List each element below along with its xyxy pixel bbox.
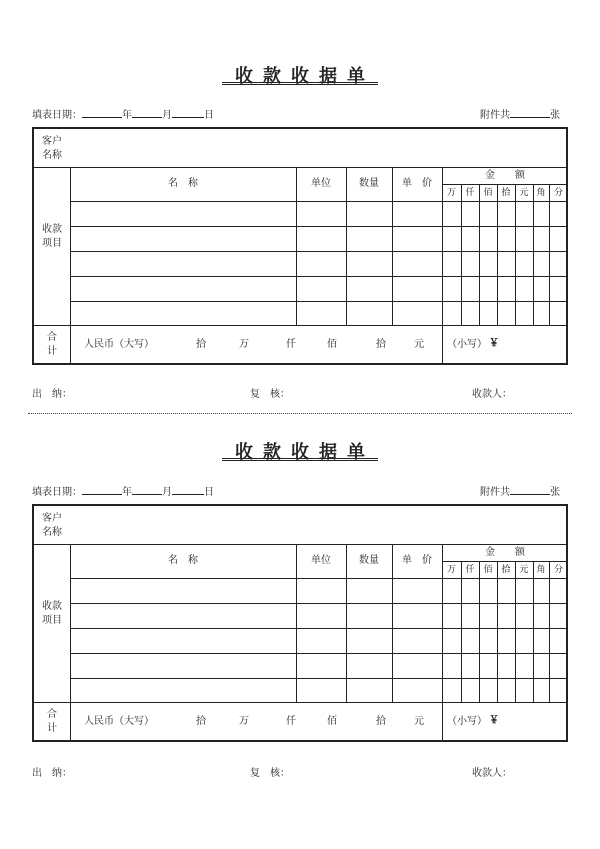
digit-fen: 分 — [553, 565, 563, 575]
digit-jiao: 角 — [536, 188, 546, 198]
attachment-count-field[interactable]: 附件共 张 — [480, 483, 560, 498]
upper-unit-yuan: 元 — [414, 716, 424, 727]
digit-bai: 佰 — [483, 188, 493, 198]
digit-qian: 仟 — [465, 188, 475, 198]
customer-name-label: 客户 名称 — [42, 513, 62, 538]
receipt-title: 收款收据单 — [235, 442, 375, 463]
date-field[interactable]: 填表日期： 年 月 日 — [32, 483, 214, 498]
upper-unit-qian: 仟 — [286, 339, 296, 350]
upper-unit-yuan: 元 — [414, 339, 424, 350]
col-header-amount: 金 额 — [485, 170, 525, 181]
upper-unit-shi: 拾 — [376, 716, 386, 727]
digit-shi: 拾 — [501, 565, 511, 575]
rmb-upper-label: 人民币（大写） — [84, 716, 154, 727]
digit-wan: 万 — [446, 188, 456, 198]
upper-unit-shiwan: 拾 — [196, 339, 206, 350]
upper-unit-qian: 仟 — [286, 716, 296, 727]
digit-wan: 万 — [446, 565, 456, 575]
digit-yuan: 元 — [519, 188, 529, 198]
col-header-quantity: 数量 — [359, 178, 379, 189]
reviewer-field[interactable]: 复 核： — [250, 768, 290, 779]
col-header-unit: 单位 — [311, 178, 331, 189]
col-header-quantity: 数量 — [359, 555, 379, 566]
customer-name-label: 客户 名称 — [42, 136, 62, 161]
yen-symbol: ￥ — [489, 338, 499, 349]
rmb-lower-label: （小写） — [447, 339, 487, 350]
cut-line — [28, 413, 572, 414]
digit-jiao: 角 — [536, 565, 546, 575]
cashier-field[interactable]: 出 纳： — [32, 389, 72, 400]
digit-fen: 分 — [553, 188, 563, 198]
total-label: 合 计 — [47, 709, 57, 734]
col-header-amount: 金 额 — [485, 547, 525, 558]
yen-symbol: ￥ — [489, 715, 499, 726]
col-header-price: 单 价 — [402, 178, 432, 189]
reviewer-field[interactable]: 复 核： — [250, 389, 290, 400]
customer-name-field[interactable] — [72, 131, 564, 165]
digit-yuan: 元 — [519, 565, 529, 575]
upper-unit-wan: 万 — [239, 716, 249, 727]
receipt-table — [32, 504, 568, 742]
col-header-name: 名 称 — [168, 555, 198, 566]
total-label: 合 计 — [47, 332, 57, 357]
upper-unit-shi: 拾 — [376, 339, 386, 350]
title-underline — [222, 458, 378, 461]
rmb-upper-label: 人民币（大写） — [84, 339, 154, 350]
receipt-table — [32, 127, 568, 365]
digit-qian: 仟 — [465, 565, 475, 575]
payee-field[interactable]: 收款人： — [472, 768, 512, 779]
digit-bai: 佰 — [483, 565, 493, 575]
attachment-count-field[interactable]: 附件共 张 — [480, 106, 560, 121]
title-underline — [222, 82, 378, 85]
items-label: 收款 项目 — [42, 601, 62, 626]
cashier-field[interactable]: 出 纳： — [32, 768, 72, 779]
date-field[interactable]: 填表日期： 年 月 日 — [32, 106, 214, 121]
items-label: 收款 项目 — [42, 224, 62, 249]
upper-unit-wan: 万 — [239, 339, 249, 350]
col-header-price: 单 价 — [402, 555, 432, 566]
upper-unit-bai: 佰 — [327, 339, 337, 350]
col-header-name: 名 称 — [168, 178, 198, 189]
rmb-lower-label: （小写） — [447, 716, 487, 727]
digit-shi: 拾 — [501, 188, 511, 198]
payee-field[interactable]: 收款人： — [472, 389, 512, 400]
upper-unit-shiwan: 拾 — [196, 716, 206, 727]
receipt-title: 收款收据单 — [235, 66, 375, 87]
upper-unit-bai: 佰 — [327, 716, 337, 727]
customer-name-field[interactable] — [72, 508, 564, 542]
col-header-unit: 单位 — [311, 555, 331, 566]
